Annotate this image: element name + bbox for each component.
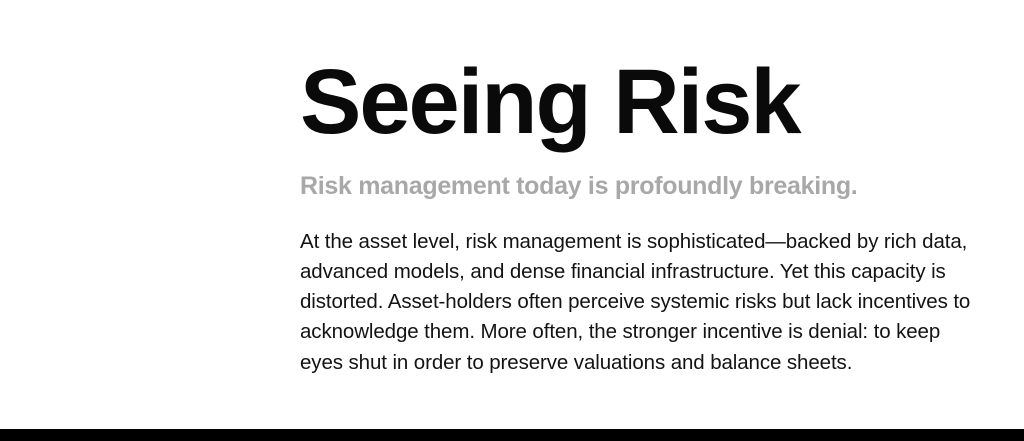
slide-content — [300, 51, 972, 378]
page-title: Seeing Risk — [300, 51, 800, 153]
slide-body-paragraph: At the asset level, risk management is sophisticated—backed by rich data, advanced models, and dense financial infrastructure. Yet this capacity is distorted. Asset-holders often perceive systemic risks but lack incentives to acknowledge them. More often, the stronger incentive is denial: to keep eyes shut in order to preserve valuations and balance sheets. — [300, 230, 971, 374]
bottom-accent-bar — [0, 429, 1024, 441]
slide-subtitle: Risk management today is profoundly breaking. — [300, 172, 858, 200]
